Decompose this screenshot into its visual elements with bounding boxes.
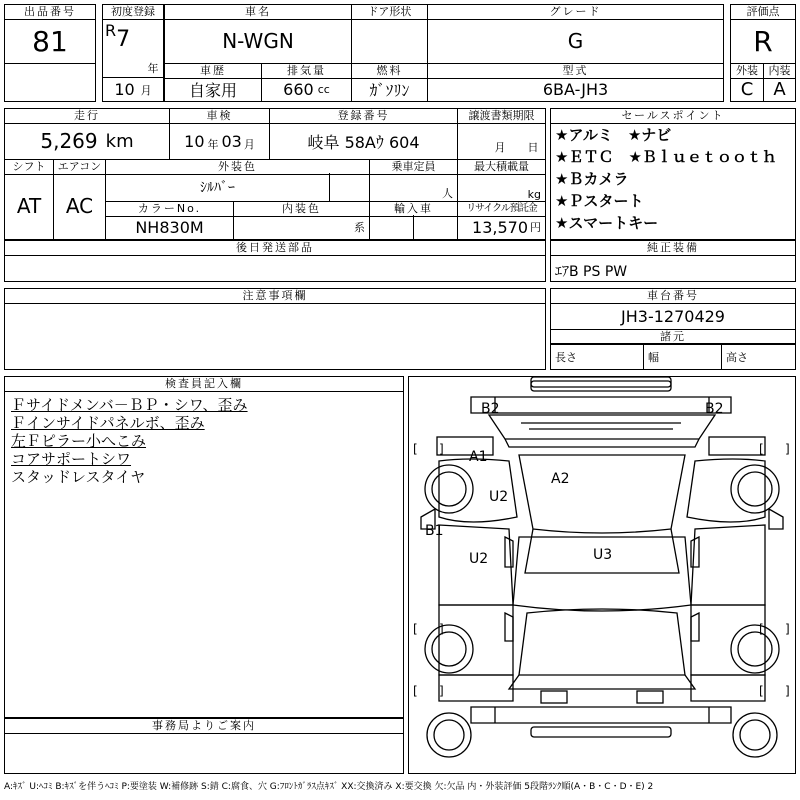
front-bumper [471, 397, 731, 413]
inspector-note-item: 左Ｆピラー小へこみ [11, 432, 147, 450]
inspection-month: 03 [221, 131, 242, 151]
month-unit: 月 [140, 83, 152, 97]
right-mirror [769, 509, 783, 529]
era-value: R [105, 21, 117, 40]
recycle-value: 13,570 [472, 217, 528, 237]
exterior-value: C [740, 78, 754, 100]
inspector-label: 検査員記入欄 [5, 377, 403, 392]
mark-u3: U3 [593, 547, 613, 563]
genuine-label: 純正装備 [551, 240, 795, 256]
bracket-right-top-r: ] [785, 442, 790, 456]
aircon-label: エアコン [53, 159, 105, 175]
office-block [4, 718, 404, 774]
sales-points-list [551, 124, 795, 234]
lot-number-label: 出品番号 [5, 5, 95, 20]
dims-label: 諸元 [551, 329, 795, 345]
inspector-note-item: コアサポートシワ [11, 450, 132, 468]
right-headlight [709, 437, 765, 455]
hood [489, 415, 715, 439]
windshield [519, 455, 685, 533]
car-name-value: N-WGN [222, 29, 294, 53]
int-color-wrap [233, 215, 369, 239]
bracket-right-top: [ [759, 442, 764, 456]
recycle-wrap [457, 215, 545, 239]
displacement-label: 排気量 [261, 63, 351, 79]
displacement-value: 660 [283, 79, 314, 99]
notes-block [4, 288, 546, 370]
shift-label: シフト [5, 159, 53, 175]
capacity-wrap [369, 173, 457, 201]
history-value: 自家用 [188, 80, 237, 100]
first-registration-label: 初度登録 [103, 5, 163, 20]
grade-label: グレード [427, 5, 723, 20]
svg-text:]: ] [785, 622, 790, 636]
inspection-year: 10 [184, 131, 205, 151]
front-bumper-top [531, 381, 671, 391]
later-parts-block [4, 240, 546, 282]
bracket-left-top: [ [413, 442, 418, 456]
svg-text:[: [ [759, 684, 764, 698]
lot-number-cell [4, 4, 96, 102]
svg-text:]: ] [439, 684, 444, 698]
inspector-note-item: スタッドレスタイヤ [11, 468, 146, 486]
left-tail-light [541, 691, 567, 703]
capacity-label: 乗車定員 [369, 159, 457, 175]
sales-point-item: ★スマートキー [555, 214, 659, 232]
kg-unit: kg [527, 188, 541, 201]
import-label: 輸入車 [369, 201, 457, 217]
car-diagram-svg [409, 377, 795, 773]
mark-u2-lower: U2 [469, 551, 489, 567]
rear-bumper [471, 707, 731, 723]
transfer-day-unit: 日 [527, 141, 539, 154]
rear-window [519, 609, 685, 675]
length-label: 長さ [551, 343, 643, 369]
sales-points-label: セールスポイント [551, 109, 795, 124]
height-label: 高さ [721, 343, 795, 369]
import-b [413, 215, 457, 239]
svg-text:]: ] [785, 684, 790, 698]
ext-color-value: ｼﾙﾊﾞｰ [105, 173, 329, 201]
transfer-wrap [457, 123, 545, 159]
later-parts-label: 後日発送部品 [5, 240, 545, 256]
lot-number-blank [5, 63, 95, 101]
rear-bumper-bottom [531, 377, 671, 387]
mark-b2-right: B2 [705, 401, 724, 417]
office-label: 事務局よりご案内 [5, 718, 403, 734]
notes-label: 注意事項欄 [5, 289, 545, 304]
sales-points-block [550, 108, 796, 240]
transfer-label: 譲渡書類期限 [457, 109, 545, 124]
mileage-wrap [5, 123, 169, 159]
car-name-label: 車名 [165, 5, 351, 20]
ext-color-extra [329, 173, 369, 201]
sales-point-item: ★アルミ ★ナビ [555, 126, 672, 144]
first-registration-cell [102, 4, 164, 102]
import-a [369, 215, 413, 239]
score-cell [730, 4, 796, 102]
month-value: 10 [114, 80, 135, 99]
max-load-label: 最大積載量 [457, 159, 545, 175]
sales-point-item: ★ＥＴＣ ★Ｂｌｕｅｔｏｏｔｈ [555, 148, 777, 166]
door-value [351, 19, 427, 63]
recycle-label: リサイクル預託金 [457, 201, 545, 217]
inspection-label: 車検 [169, 109, 269, 124]
interior-label: 内装 [763, 63, 795, 79]
exterior-label: 外装 [731, 63, 763, 79]
svg-text:[: [ [759, 622, 764, 636]
bracket-left-top-r: ] [439, 442, 444, 456]
width-label: 幅 [643, 343, 721, 369]
model-code-value: 6BA-JH3 [427, 77, 723, 101]
reg-no-value: 岐阜 58Aｳ 604 [269, 123, 457, 159]
inspection-year-unit: 年 [207, 138, 219, 151]
car-info-block [164, 4, 724, 102]
mark-b2-left: B2 [481, 401, 500, 417]
era-wrap [105, 21, 135, 57]
mark-a2: A2 [551, 471, 570, 487]
model-code-label: 型式 [427, 63, 723, 79]
interior-value: A [763, 77, 795, 101]
reg-no-label: 登録番号 [269, 109, 457, 124]
displacement-wrap [261, 77, 351, 101]
month-wrap [103, 77, 163, 101]
specs-block [4, 108, 546, 240]
inspector-note-item: Ｆインサイドパネルボ、歪み [11, 414, 205, 432]
aircon-value: AC [53, 173, 105, 239]
genuine-value: ｴｱB PS PW [555, 264, 628, 280]
mark-b1: B1 [425, 523, 444, 539]
svg-text:[: [ [413, 684, 418, 698]
inspector-block [4, 376, 404, 718]
score-value: R [753, 24, 773, 58]
inspector-note-item: Ｆサイドメンバ－ＢＰ・シワ、歪み [11, 396, 248, 414]
year-unit: 年 [147, 62, 159, 75]
chassis-value: JH3-1270429 [621, 306, 725, 326]
max-load-wrap [457, 173, 545, 201]
fuel-value: ｶﾞｿﾘﾝ [351, 77, 427, 101]
mark-u2-upper: U2 [489, 489, 509, 505]
chassis-label: 車台番号 [551, 289, 795, 304]
legend: A:ｷｽﾞ U:ﾍｺﾐ B:ｷｽﾞを伴うﾍｺﾐ P:要塗装 W:補修跡 S:錆 C:腐食、穴 G:ﾌﾛﾝﾄｶﾞﾗｽ点ｷｽﾞ XX:交換済み X:要交換 欠:欠品 内・外装評価 5段階ﾗﾝｸ順(A・B・C・D・E) 2 [4, 782, 654, 792]
cc-unit: cc [317, 82, 330, 96]
color-no-value: NH830M [105, 215, 233, 239]
km-unit: km [105, 130, 134, 152]
inspector-notes-list [5, 392, 403, 486]
svg-text:]: ] [439, 622, 444, 636]
inspection-wrap [169, 123, 269, 159]
right-rear-door [691, 605, 765, 675]
inspection-month-unit: 月 [243, 138, 255, 151]
color-no-label: カラーNo. [105, 201, 233, 217]
people-unit: 人 [442, 187, 453, 200]
transfer-month-unit: 月 [494, 141, 506, 154]
series-unit: 系 [354, 221, 365, 234]
mileage-label: 走行 [5, 109, 169, 124]
mileage-value: 5,269 [40, 129, 98, 153]
genuine-block [550, 240, 796, 282]
score-label: 評価点 [731, 5, 795, 20]
history-label: 車歴 [165, 63, 261, 79]
sales-point-item: ★Ｂカメラ [555, 170, 629, 188]
right-tail-light [637, 691, 663, 703]
grade-value: G [427, 19, 723, 63]
left-rear-door [439, 605, 513, 675]
right-front-door [691, 525, 765, 605]
fuel-label: 燃料 [351, 63, 427, 79]
ext-color-label: 外装色 [105, 159, 369, 175]
rear-fenders [439, 675, 765, 701]
yen-unit: 円 [530, 221, 541, 234]
shift-value: AT [16, 194, 42, 218]
int-color-label: 内装色 [233, 201, 369, 217]
door-label: ドア形状 [351, 5, 427, 20]
svg-text:[: [ [413, 622, 418, 636]
sales-point-item: ★Ｐスタート [555, 192, 644, 210]
car-diagram [408, 376, 796, 774]
year-value: 7 [116, 27, 131, 52]
mark-a1: A1 [469, 449, 488, 465]
lot-number-value: 81 [32, 24, 68, 58]
chassis-block [550, 288, 796, 370]
